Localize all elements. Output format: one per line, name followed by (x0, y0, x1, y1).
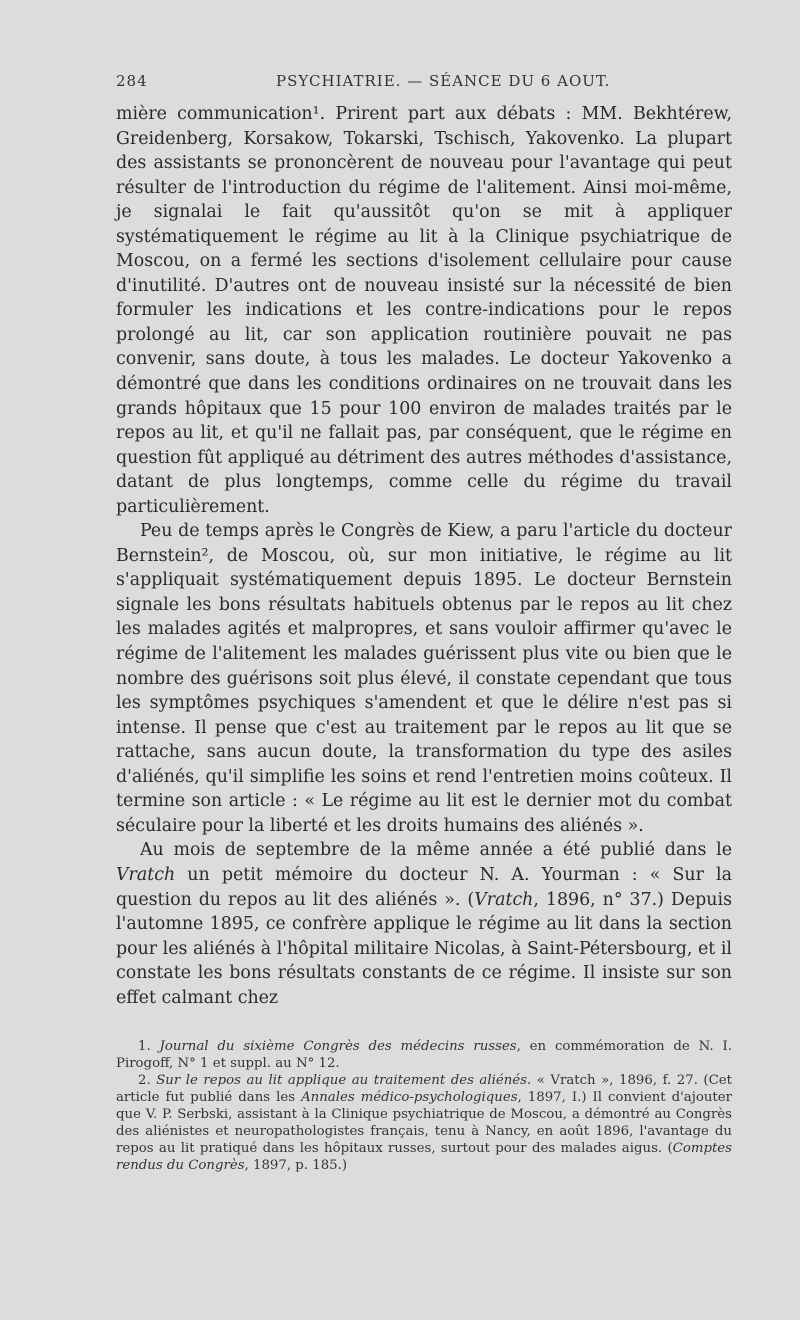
footnote-2-number: 2. (138, 1073, 157, 1088)
footnote-2-mid: . « Vratch », 1896, f. 27. (Cet article fut publié dans les (116, 1073, 733, 1105)
vratch-title-1: Vratch (116, 864, 176, 885)
main-text (116, 102, 732, 1010)
paragraph-3 (116, 838, 732, 1010)
footnote-2 (116, 1072, 732, 1174)
footnote-1-title: Journal du sixième Congrès des médecins russes (159, 1039, 517, 1054)
footnotes (116, 1038, 732, 1174)
footnote-2-comptes: Comptes rendus du Congrès (116, 1141, 732, 1173)
paragraph-3-part-a: Au mois de septembre de la même année a été publié dans le (140, 840, 732, 861)
vratch-title-2: Vratch (474, 889, 534, 910)
paragraph-3-part-b: un petit mémoire du docteur N. A. Yourman : « Sur la question du repos au lit des aliénés ». ( (116, 864, 732, 910)
footnote-1-rest: , en commémoration de N. I. Pirogoff, N° 1 et suppl. au N° 12. (116, 1039, 732, 1071)
footnote-1-number: 1. (138, 1039, 160, 1054)
footnote-2-end: , 1897, p. 185.) (244, 1158, 348, 1173)
running-title: PSYCHIATRIE. — SÉANCE DU 6 AOUT. (276, 72, 611, 90)
paragraph-1: mière communication¹. Prirent part aux débats : MM. Bekhtérew, Greidenberg, Korsakow, Tokarski, Tschisch, Yakovenko. La plupart des assistants se prononcèrent de nouveau pour l'avantage qui peut résulter de l'introduction du régime de l'alitement. Ainsi moi-même, je signalai le fait qu'aussitôt qu'on se mit à appliquer systématiquement le régime au lit à la Clinique psychiatrique de Moscou, on a fermé les sections d'isolement cellulaire pour cause d'inutilité. D'autres ont de nouveau insisté sur la nécessité de bien formuler les indications et les contre-indications pour le repos prolongé au lit, car son application routinière pouvait ne pas convenir, sans doute, à tous les malades. Le docteur Yakovenko a démontré que dans les conditions ordinaires on ne trouvait dans les grands hôpitaux que 15 pour 100 environ de malades traités par le repos au lit, et qu'il ne fallait pas, par conséquent, que le régime en question fût appliqué au détriment des autres méthodes d'assistance, datant de plus longtemps, comme celle du régime du travail particulièrement. (116, 104, 732, 517)
paragraph-3-part-c: , 1896, n° 37.) Depuis l'automne 1895, ce confrère applique le régime au lit dans la section pour les aliénés à l'hôpital militaire Nicolas, à Saint-Pétersbourg, et il constate les bons résultats constants de ce régime. Il insiste sur son effet calmant chez (116, 889, 732, 1008)
footnote-2-title: Sur le repos au lit applique au traitement des aliénés (156, 1073, 527, 1088)
footnote-2-mid2: , 1897, I.) Il convient d'ajouter que V. P. Serbski, assistant à la Clinique psychiatrique de Moscou, a démontré au Congrès des aliénistes et neuropathologistes français, tenu à Nancy, en août 1896, l'avantage du repos au lit pratiqué dans les hôpitaux russes, surtout pour des malades aigus. ( (116, 1090, 732, 1156)
footnote-2-annales: Annales médico-psychologiques (301, 1090, 518, 1105)
page-number: 284 (116, 72, 148, 90)
footnote-1 (116, 1038, 732, 1072)
paragraph-2: Peu de temps après le Congrès de Kiew, a paru l'article du docteur Bernstein², de Moscou, où, sur mon initiative, le régime au lit s'appliquait systématiquement depuis 1895. Le docteur Bernstein signale les bons résultats habituels obtenus par le repos au lit chez les malades agités et malpropres, et sans vouloir affirmer qu'avec le régime de l'alitement les malades guérissent plus vite ou bien que le nombre des guérisons soit plus élevé, il constate cependant que tous les symptômes psychiques s'amendent et que le délire n'est pas si intense. Il pense que c'est au traitement par le repos au lit que se rattache, sans aucun doute, la transformation du type des asiles d'aliénés, qu'il simplifie les soins et rend l'entretien moins coûteux. Il termine son article : « Le régime au lit est le dernier mot du combat séculaire pour la liberté et les droits humains des aliénés ». (116, 521, 732, 836)
